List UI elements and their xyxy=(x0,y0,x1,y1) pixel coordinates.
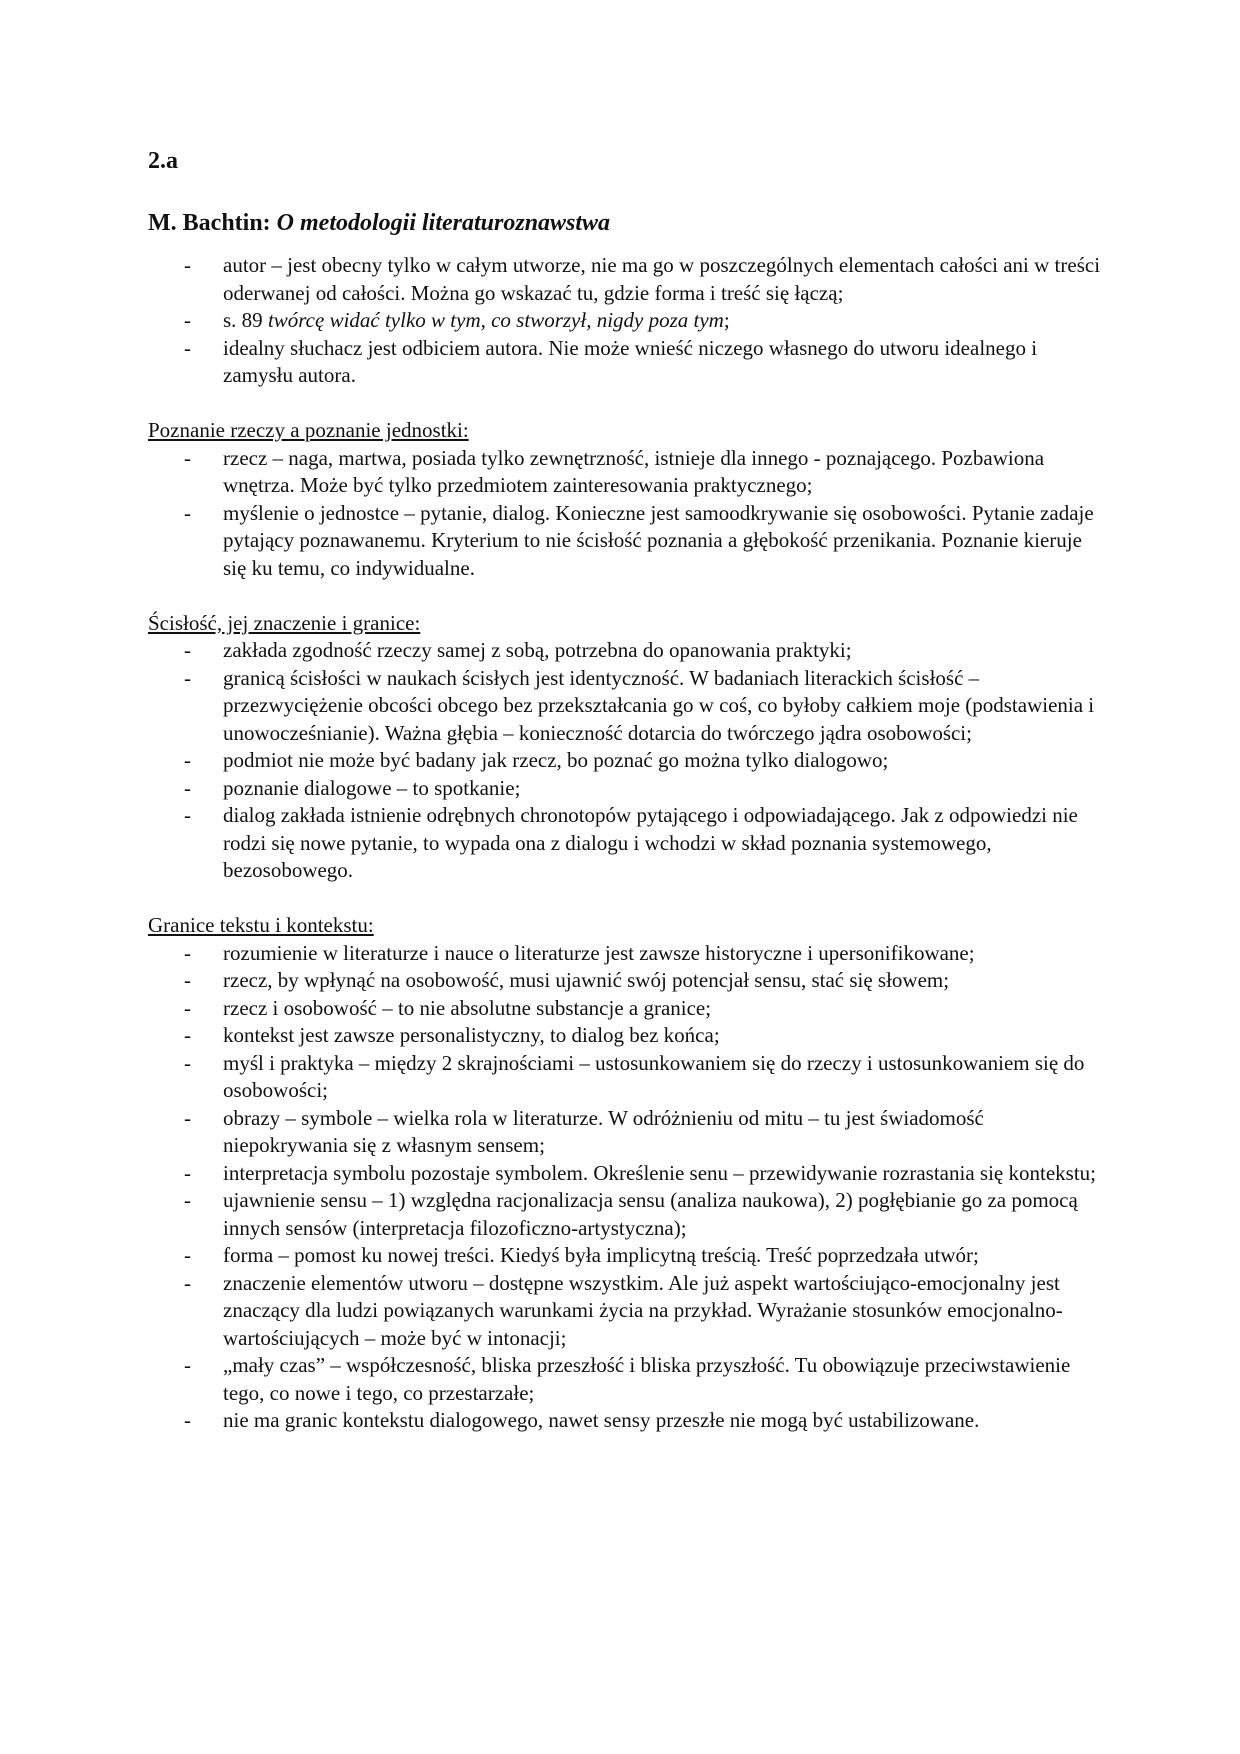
bullet-dash-icon: - xyxy=(184,638,191,662)
list-item: - kontekst jest zawsze personalistyczny, to dialog bez końca; xyxy=(148,1022,1108,1050)
section-heading: Granice tekstu i kontekstu: xyxy=(148,913,374,937)
section-heading: Ścisłość, jej znaczenie i granice: xyxy=(148,610,421,635)
section-list xyxy=(148,940,1108,1435)
title-work: O metodologii literaturoznawstwa xyxy=(276,210,611,236)
list-item: - dialog zakłada istnienie odrębnych chronotopów pytającego i odpowiadającego. Jak z odpowiedzi nie rodzi się nowe pytanie, to wypada ona z dialogu i wchodzi w skład poznania systemowego, bezosobowego. xyxy=(184,803,1078,882)
bullet-dash-icon: - xyxy=(184,1353,191,1377)
bullet-dash-icon: - xyxy=(184,1243,191,1267)
intro-list xyxy=(148,252,1108,390)
bullet-dash-icon: - xyxy=(184,1023,191,1047)
list-item: - znaczenie elementów utworu – dostępne wszystkim. Ale już aspekt wartościująco-emocjonalny jest znaczący dla ludzi powiązanych warunkami życia na przykład. Wyrażanie stosunków emocjonalno-wartościujących – może być w intonacji; xyxy=(184,1270,1063,1350)
bullet-dash-icon: - xyxy=(184,1050,191,1075)
bullet-dash-icon: - xyxy=(184,1188,191,1212)
bullet-dash-icon: - xyxy=(184,308,191,332)
list-item: - s. 89 twórcę widać tylko w tym, co stworzył, nigdy poza tym; xyxy=(148,307,1108,335)
bullet-dash-icon: - xyxy=(184,253,191,277)
list-item: - „mały czas” – współczesność, bliska przeszłość i bliska przyszłość. Tu obowiązuje przeciwstawienie tego, co nowe i tego, co przestarzałe; xyxy=(184,1353,1071,1405)
bullet-dash-icon: - xyxy=(184,665,191,690)
list-item: - rzecz i osobowość – to nie absolutne substancje a granice; xyxy=(148,995,1108,1023)
list-item: - ujawnienie sensu – 1) względna racjonalizacja sensu (analiza naukowa), 2) pogłębianie go za pomocą innych sensów (interpretacja filozoficzno-artystyczna); xyxy=(184,1188,1078,1240)
bullet-dash-icon: - xyxy=(184,775,191,800)
title-author: M. Bachtin: xyxy=(148,210,277,236)
list-item: - myślenie o jednostce – pytanie, dialog. Konieczne jest samoodkrywanie się osobowości. Pytanie zadaje pytający poznawanemu. Kryterium to nie ścisłość poznania a głębokość przenikania. Poznanie kieruje się ku temu, co indywidualne. xyxy=(184,500,1094,580)
list-item: - idealny słuchacz jest odbiciem autora. Nie może wnieść niczego własnego do utworu idealnego i zamysłu autora. xyxy=(184,335,1038,387)
section-poznanie xyxy=(148,417,1108,582)
quote-text: twórcę widać tylko w tym, co stworzył, nigdy poza tym xyxy=(267,308,724,332)
list-item: - granicą ścisłości w naukach ścisłych jest identyczność. W badaniach literackich ścisłość – przezwyciężenie obcości obcego bez przekształcania go w coś, co byłoby całkiem moje (podstawienia i unowocześnianie). Ważna głębia – konieczność dotarcia do twórczego jądra osobowości; xyxy=(184,665,1095,745)
list-item: - poznanie dialogowe – to spotkanie; xyxy=(148,775,1108,803)
bullet-dash-icon: - xyxy=(184,968,191,992)
bullet-dash-icon: - xyxy=(184,445,191,470)
list-item: - forma – pomost ku nowej treści. Kiedyś była implicytną treścią. Treść poprzedzała utwór; xyxy=(148,1242,1108,1270)
bullet-dash-icon: - xyxy=(184,748,191,772)
bullet-dash-icon: - xyxy=(184,500,191,525)
bullet-dash-icon: - xyxy=(184,803,191,827)
document-title xyxy=(148,208,1108,238)
list-item: - rozumienie w literaturze i nauce o literaturze jest zawsze historyczne i upersonifikowane; xyxy=(148,940,1108,968)
section-list xyxy=(148,445,1108,583)
section-scislosc xyxy=(148,610,1108,885)
bullet-dash-icon: - xyxy=(184,940,191,965)
document-page xyxy=(148,146,1108,1435)
bullet-dash-icon: - xyxy=(184,1408,191,1432)
bullet-dash-icon: - xyxy=(184,1105,191,1130)
section-number: 2.a xyxy=(148,148,178,174)
section-list xyxy=(148,637,1108,885)
list-item: - obrazy – symbole – wielka rola w literaturze. W odróżnieniu od mitu – tu jest świadomość niepokrywania się z własnym sensem; xyxy=(184,1105,984,1157)
list-item: - zakłada zgodność rzeczy samej z sobą, potrzebna do opanowania praktyki; xyxy=(148,637,1108,665)
bullet-dash-icon: - xyxy=(184,335,191,360)
section-granice xyxy=(148,912,1108,1435)
list-item: - rzecz, by wpłynąć na osobowość, musi ujawnić swój potencjał sensu, stać się słowem; xyxy=(148,967,1108,995)
bullet-dash-icon: - xyxy=(184,1270,191,1295)
list-item: - interpretacja symbolu pozostaje symbolem. Określenie senu – przewidywanie rozrastania się kontekstu; xyxy=(148,1160,1108,1188)
list-item: - myśl i praktyka – między 2 skrajnościami – ustosunkowaniem się do rzeczy i ustosunkowaniem się do osobowości; xyxy=(184,1050,1085,1102)
section-heading: Poznanie rzeczy a poznanie jednostki: xyxy=(148,418,469,442)
list-item: - nie ma granic kontekstu dialogowego, nawet sensy przeszłe nie mogą być ustabilizowane. xyxy=(148,1407,1108,1435)
bullet-dash-icon: - xyxy=(184,995,191,1020)
list-item: - podmiot nie może być badany jak rzecz, bo poznać go można tylko dialogowo; xyxy=(148,747,1108,775)
bullet-dash-icon: - xyxy=(184,1160,191,1185)
list-item: - rzecz – naga, martwa, posiada tylko zewnętrzność, istnieje dla innego - poznającego. Pozbawiona wnętrza. Może być tylko przedmiotem zainteresowania praktycznego; xyxy=(184,445,1045,497)
list-item: - autor – jest obecny tylko w całym utworze, nie ma go w poszczególnych elementach całości ani w treści oderwanej od całości. Można go wskazać tu, gdzie forma i treść się łączą; xyxy=(184,253,1101,305)
